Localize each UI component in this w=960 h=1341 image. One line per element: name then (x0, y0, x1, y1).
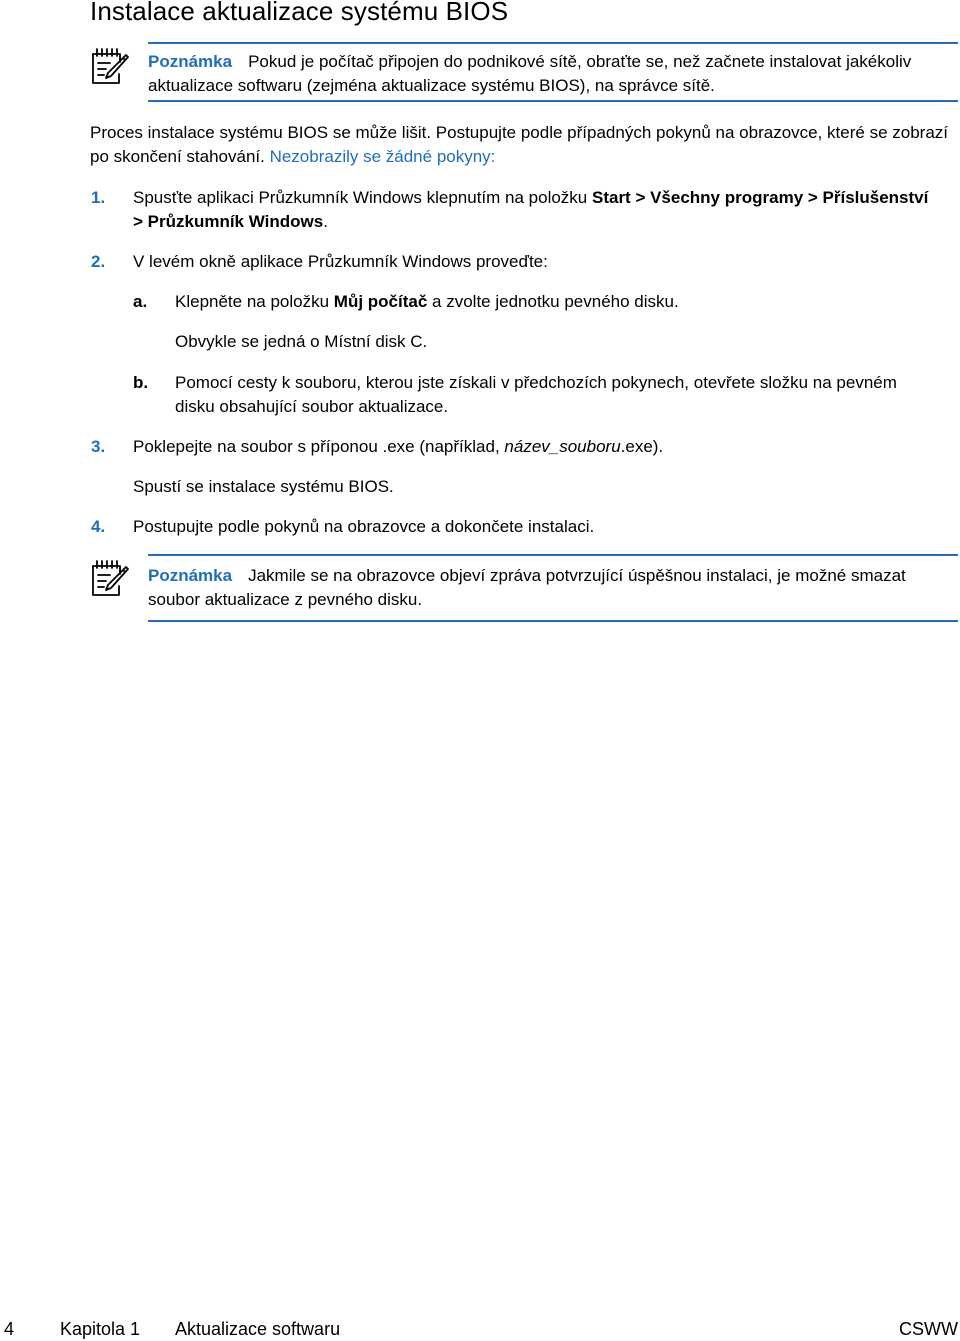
note-body: Pokud je počítač připojen do podnikové sítě, obraťte se, než začnete instalovat jakékoliv aktualizace softwaru (zejména aktualizace systému BIOS), na správce sítě. (148, 52, 912, 95)
note-box (90, 42, 958, 102)
substep-letter: b. (133, 373, 149, 392)
footer-code: CSWW (899, 1319, 958, 1339)
step-number: 3. (91, 437, 106, 456)
note-bottom-rule (148, 620, 958, 622)
step-text-plain: Spusťte aplikaci Průzkumník Windows klepnutím na položku (133, 188, 592, 207)
substep-text: Klepněte na položku Můj počítač a zvolte jednotku pevného disku. (175, 292, 679, 311)
substep-text: Pomocí cesty k souboru, kterou jste získali v předchozích pokynech, otevřete složku na pevném disku obsahující soubor aktualizace. (175, 373, 897, 416)
my-computer-label: Můj počítač (333, 292, 428, 311)
substep-letter: a. (133, 292, 148, 311)
intro-no-instructions: Nezobrazily se žádné pokyny: (269, 147, 496, 166)
step-text: Spusťte aplikaci Průzkumník Windows klepnutím na položku Start > Všechny programy > Příslušenství > Průzkumník Windows. (133, 188, 929, 231)
note-label: Poznámka (148, 52, 233, 71)
note-pencil-icon (90, 46, 130, 86)
step-text: V levém okně aplikace Průzkumník Windows proveďte: (133, 252, 548, 271)
menu-path: Start > Všechny programy > Příslušenství > Průzkumník Windows (133, 188, 929, 231)
step-text: Poklepejte na soubor s příponou .exe (například, název_souboru.exe). (133, 437, 664, 456)
footer-chapter: Kapitola 1 (60, 1319, 141, 1339)
note-bottom-rule (148, 100, 958, 102)
note-top-rule (148, 554, 958, 556)
step-text: Postupujte podle pokynů na obrazovce a dokončete instalaci. (133, 517, 595, 536)
note-text (148, 50, 954, 98)
page-heading: Instalace aktualizace systému BIOS (90, 0, 509, 26)
step-number: 2. (91, 252, 106, 271)
step-result: Spustí se instalace systému BIOS. (133, 477, 394, 496)
step-number: 1. (91, 188, 106, 207)
note-top-rule (148, 42, 958, 44)
note-pencil-icon (90, 558, 130, 598)
intro-text: Proces instalace systému BIOS se může lišit. Postupujte podle případných pokynů na obrazovce, které se zobrazí po skončení stahování. (90, 123, 948, 166)
file-name-placeholder: název_souboru (504, 437, 621, 456)
intro-paragraph (90, 121, 960, 169)
footer-chapter-title: Aktualizace softwaru (175, 1319, 341, 1339)
footer-page-number: 4 (4, 1319, 15, 1339)
note-text (148, 564, 954, 612)
note-body: Jakmile se na obrazovce objeví zpráva potvrzující úspěšnou instalaci, je možné smazat soubor aktualizace z pevného disku. (148, 566, 906, 609)
note-box (90, 554, 958, 622)
step-number: 4. (91, 517, 106, 536)
substep-result: Obvykle se jedná o Místní disk C. (175, 332, 428, 351)
note-label: Poznámka (148, 566, 233, 585)
